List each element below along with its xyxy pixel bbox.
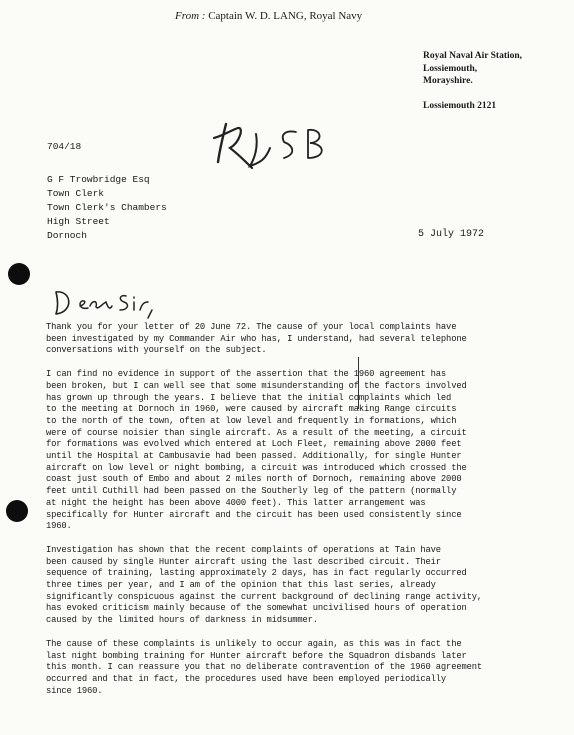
body-line: three times per year, and I am of the opinion that this last series, already (46, 580, 436, 591)
body-paragraph (46, 322, 552, 357)
body-line: been investigated by my Commander Air who has, I understand, had several telephone (46, 333, 467, 344)
body-line: been caused by single Hunter aircraft using the last described circuit. Their (46, 556, 441, 567)
body-line: for formations was evolved which entered at Loch Fleet, remaining above 2000 feet (46, 439, 462, 450)
body-line: The cause of these complaints is unlikely to occur again, as this was in fact the (46, 638, 462, 649)
body-line: caused by the limited hours of darkness in midsummer. (46, 615, 318, 626)
punch-hole (6, 500, 28, 522)
body-line: has evoked criticism mainly because of the somewhat uncivilised hours of operation (46, 603, 467, 614)
body-paragraph (46, 369, 552, 533)
letter-date: 5 July 1972 (418, 229, 485, 240)
body-line: been broken, but I can well see that some misunderstanding of the factors involved (46, 380, 467, 391)
body-line: 1960. (46, 521, 72, 532)
body-line: conversations with yourself on the subject. (46, 345, 267, 356)
body-line: I can find no evidence in support of the assertion that the 1960 agreement has (46, 369, 447, 380)
body-line: coast just south of Embo and about 2 miles north of Dornoch, remaining above 2000 (46, 474, 462, 485)
sender-phone: Lossiemouth 2121 (423, 101, 497, 111)
body-line: occurred and that in fact, the procedures used have been employed periodically (46, 673, 447, 684)
recipient-line: Town Clerk (47, 188, 105, 199)
address-line: Morayshire. (423, 76, 473, 86)
body-line: to the meeting at Dornoch in 1960, were caused by aircraft making Range circuits (46, 404, 457, 415)
body-line: to the north of the town, often at low level and frequently in formations, which (46, 415, 457, 426)
letter-body (46, 322, 552, 709)
body-line: at night the height has been above 4000 feet). This latter arrangement was (46, 497, 426, 508)
body-paragraph (46, 545, 552, 627)
handwritten-salutation (50, 282, 160, 320)
recipient-line: Town Clerk's Chambers (47, 202, 167, 213)
recipient-line: G F Trowbridge Esq (47, 174, 150, 185)
body-line: significantly conspicuous against the current background of declining range activity, (46, 591, 482, 602)
letterhead-from (175, 10, 362, 22)
recipient-line: Dornoch (47, 230, 87, 241)
body-line: since 1960. (46, 685, 103, 696)
body-line: this month. I can reassure you that no deliberate contravention of the 1960 agreement (46, 662, 482, 673)
body-line: feet until Cuthill had been passed on the Southerly leg of the pattern (normally (46, 486, 457, 497)
sender-address (423, 50, 522, 88)
body-line: has grown up through the years. I believe that the initial complaints which led (46, 392, 452, 403)
reference-number: 704/18 (47, 141, 82, 152)
recipient-address (47, 173, 167, 243)
from-prefix: From : (175, 10, 206, 22)
sender-name: Captain W. D. LANG, Royal Navy (208, 10, 363, 22)
body-line: sequence of training, lasting approximately 2 days, has in fact regularly occurred (46, 568, 467, 579)
punch-hole (8, 263, 30, 285)
body-line: were of course noisier than single aircraft. As a result of the meeting, a circuit (46, 427, 467, 438)
address-line: Royal Naval Air Station, (423, 51, 523, 61)
address-line: Lossiemouth, (423, 63, 478, 74)
body-line: last night bombing training for Hunter aircraft before the Squadron disbands later (46, 650, 467, 661)
body-line: aircraft on low level or night bombing, a circuit was introduced which crossed the (46, 462, 467, 473)
handwritten-annotation (210, 118, 350, 178)
body-line: Thank you for your letter of 20 June 72. The cause of your local complaints have (46, 322, 457, 332)
body-line: specifically for Hunter aircraft and the circuit has been used consistently since (46, 509, 462, 520)
body-line: until the Hospital at Cambusavie had been passed. Additionally, for single Hunter (46, 451, 462, 462)
body-line: Investigation has shown that the recent complaints of operations at Tain have (46, 544, 441, 555)
recipient-line: High Street (47, 216, 110, 227)
body-paragraph (46, 639, 552, 698)
